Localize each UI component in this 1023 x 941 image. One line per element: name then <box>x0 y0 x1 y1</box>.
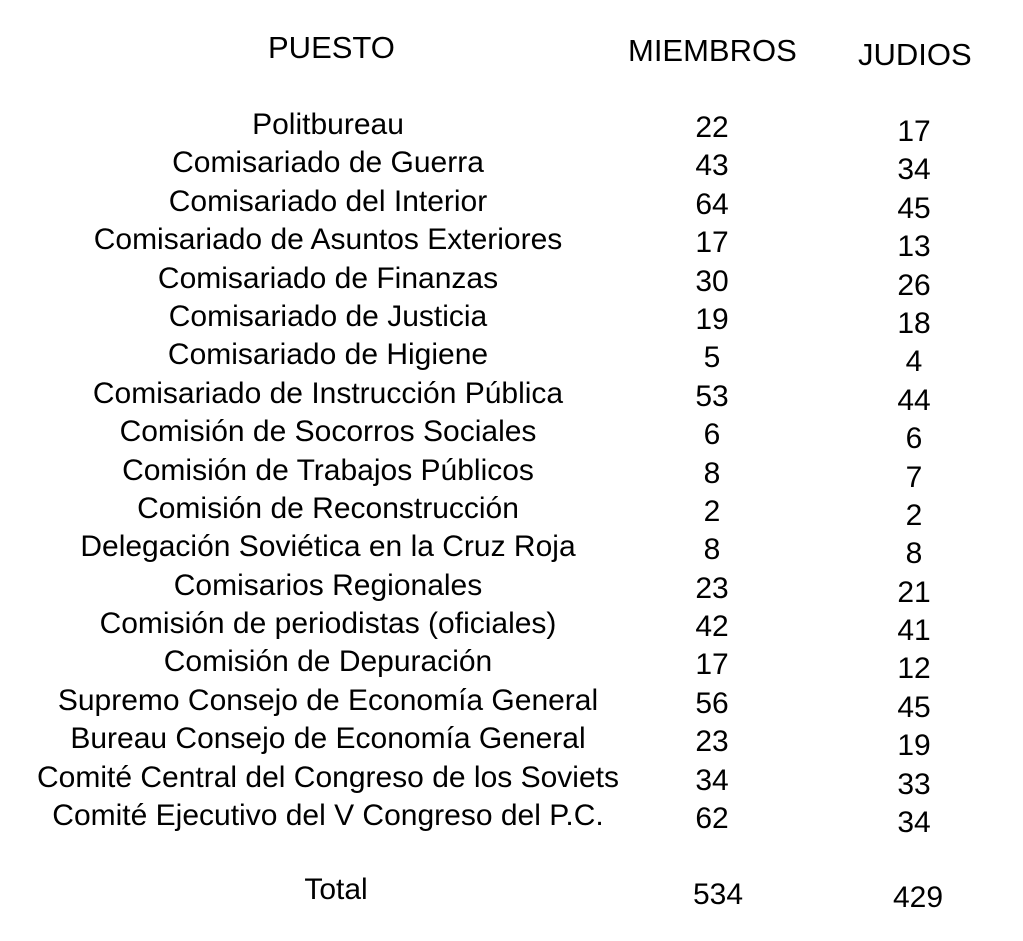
row-puesto: Comisarios Regionales <box>173 568 483 602</box>
table-row <box>0 453 1023 494</box>
row-miembros: 17 <box>695 648 729 682</box>
row-miembros: 23 <box>695 725 729 759</box>
row-miembros: 64 <box>695 187 729 221</box>
row-miembros: 8 <box>703 533 721 567</box>
table-row <box>0 261 1023 302</box>
row-judios: 41 <box>897 614 931 648</box>
table-row <box>0 798 1023 840</box>
row-puesto: Comisariado de Asuntos Exteriores <box>93 223 563 257</box>
row-puesto: Comisión de Depuración <box>163 645 493 679</box>
row-judios: 7 <box>905 460 923 494</box>
row-judios: 19 <box>897 729 931 763</box>
row-miembros: 56 <box>695 686 729 720</box>
row-miembros: 19 <box>695 302 729 336</box>
row-puesto: Comisariado del Interior <box>168 184 488 218</box>
table-row <box>0 376 1023 417</box>
row-judios: 45 <box>897 191 931 225</box>
row-puesto: Politbureau <box>252 108 404 141</box>
row-judios: 4 <box>905 345 923 379</box>
table-row <box>0 760 1023 801</box>
row-puesto: Comisión de periodistas (oficiales) <box>99 607 557 641</box>
row-judios: 26 <box>897 268 931 302</box>
row-miembros: 34 <box>695 763 729 797</box>
row-miembros: 43 <box>695 149 729 183</box>
table-row <box>0 337 1023 379</box>
row-miembros: 17 <box>695 226 729 260</box>
total-label: Total <box>304 873 368 906</box>
row-puesto: Comisión de Reconstrucción <box>137 491 519 525</box>
table-row <box>0 414 1023 456</box>
row-miembros: 23 <box>695 571 729 605</box>
header-miembros: MIEMBROS <box>628 33 797 68</box>
table-row <box>0 145 1023 187</box>
row-miembros: 22 <box>695 111 729 144</box>
row-puesto: Comisariado de Justicia <box>168 299 488 333</box>
row-judios: 2 <box>905 498 923 532</box>
row-miembros: 42 <box>695 610 729 644</box>
row-puesto: Comité Central del Congreso de los Soviets <box>37 760 619 794</box>
table-row <box>0 107 1023 148</box>
header-judios: JUDIOS <box>858 37 972 72</box>
row-judios: 17 <box>897 115 931 148</box>
row-judios: 13 <box>897 230 931 264</box>
row-judios: 33 <box>897 767 931 801</box>
table-body <box>0 107 1023 840</box>
table-row <box>0 568 1023 609</box>
row-miembros: 53 <box>695 379 729 413</box>
row-puesto: Delegación Soviética en la Cruz Roja <box>80 530 576 564</box>
row-miembros: 6 <box>703 418 721 452</box>
row-miembros: 2 <box>703 494 721 528</box>
table-row <box>0 299 1023 340</box>
row-puesto: Comisión de Socorros Sociales <box>119 415 537 449</box>
row-judios: 45 <box>897 690 931 724</box>
row-puesto: Comisariado de Finanzas <box>157 261 499 295</box>
row-judios: 12 <box>897 652 931 686</box>
header-puesto: PUESTO <box>268 30 395 65</box>
row-puesto: Comité Ejecutivo del V Congreso del P.C. <box>52 799 604 833</box>
row-puesto: Supremo Consejo de Economía General <box>57 683 599 717</box>
row-judios: 21 <box>897 575 931 609</box>
row-judios: 34 <box>897 153 931 187</box>
row-miembros: 62 <box>695 802 729 836</box>
table-row <box>0 491 1023 532</box>
row-puesto: Comisariado de Instrucción Pública <box>92 376 564 410</box>
total-row <box>0 872 1023 916</box>
row-judios: 34 <box>897 806 931 840</box>
row-puesto: Comisariado de Higiene <box>167 338 489 372</box>
total-miembros: 534 <box>692 878 744 911</box>
total-judios: 429 <box>892 881 944 914</box>
row-judios: 6 <box>905 422 923 456</box>
table-row <box>0 222 1023 264</box>
row-miembros: 5 <box>703 341 721 375</box>
table-row <box>0 721 1023 763</box>
table-row <box>0 644 1023 686</box>
row-judios: 18 <box>897 306 931 340</box>
table-row <box>0 606 1023 648</box>
table-row <box>0 184 1023 225</box>
row-judios: 44 <box>897 383 931 417</box>
table-row <box>0 683 1023 724</box>
row-puesto: Comisariado de Guerra <box>172 146 484 180</box>
table-row <box>0 529 1023 571</box>
row-miembros: 8 <box>703 456 721 490</box>
row-puesto: Bureau Consejo de Economía General <box>70 722 586 756</box>
row-miembros: 30 <box>695 264 729 298</box>
row-puesto: Comisión de Trabajos Públicos <box>122 453 534 487</box>
row-judios: 8 <box>905 537 923 571</box>
